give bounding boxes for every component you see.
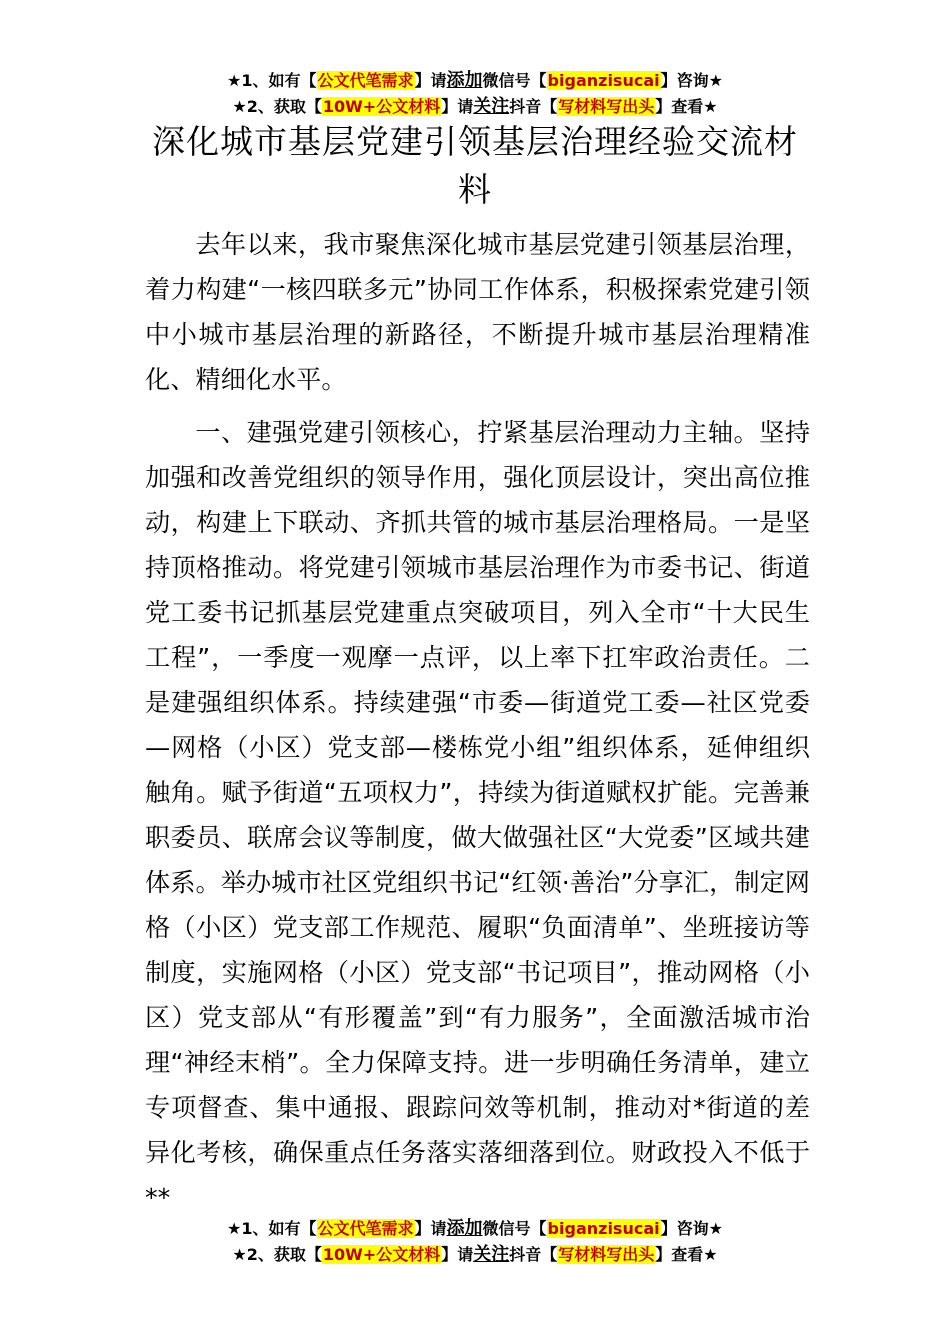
promo-line-1	[0, 68, 950, 94]
promo-text: 】查看★	[655, 1245, 718, 1264]
promo-text: 】请	[441, 1245, 474, 1264]
promo-text: 微信号【	[482, 71, 547, 90]
promo-highlight: 公文代笔需求	[317, 71, 414, 90]
promo-highlight: 公文代笔需求	[317, 1219, 414, 1238]
promo-highlight: biganzisucai	[547, 71, 660, 90]
promo-highlight: biganzisucai	[547, 1219, 660, 1238]
promo-highlight: 写材料写出头	[558, 1245, 655, 1264]
promo-text: 抖音【	[509, 97, 558, 116]
paragraph-intro: 去年以来，我市聚焦深化城市基层党建引领基层治理，着力构建“一核四联多元”协同工作体系，积极探索党建引领中小城市基层治理的新路径，不断提升城市基层治理精准化、精细化水平。	[145, 230, 810, 394]
promo-text: ★1、如有【	[227, 1219, 317, 1238]
promo-emphasis: 添加	[446, 1218, 483, 1239]
promo-header	[0, 68, 950, 120]
promo-line-1	[0, 1216, 950, 1242]
promo-line-2	[0, 94, 950, 120]
promo-text: 】请	[414, 71, 447, 90]
promo-emphasis: 关注	[473, 1244, 510, 1265]
promo-text: 】请	[441, 97, 474, 116]
promo-text: ★2、获取【	[232, 1245, 322, 1264]
paragraph-section-1: 一、建强党建引领核心，拧紧基层治理动力主轴。坚持加强和改善党组织的领导作用，强化顶层设计，突出高位推动，构建上下联动、齐抓共管的城市基层治理格局。一是坚持顶格推动。将党建引领城市基层治理作为市委书记、街道党工委书记抓基层党建重点突破项目，列入全市“十大民生工程”，一季度一观摩一点评，以上率下扛牢政治责任。二是建强组织体系。持续建强“市委—街道党工委—社区党委—网格（小区）党支部—楼栋党小组”组织体系，延伸组织触角。赋予街道“五项权力”，持续为街道赋权扩能。完善兼职委员、联席会议等制度，做大做强社区“大党委”区域共建体系。举办城市社区党组织书记“红领·善治”分享汇，制定网格（小区）党支部工作规范、履职“负面清单”、坐班接访等制度，实施网格（小区）党支部“书记项目”，推动网格（小区）党支部从“有形覆盖”到“有力服务”，全面激活城市治理“神经末梢”。全力保障支持。进一步明确任务清单，建立专项督查、集中通报、跟踪问效等机制，推动对*街道的差异化考核，确保重点任务落实落细落到位。财政投入不低于**	[145, 418, 810, 1212]
promo-text: 】请	[414, 1219, 447, 1238]
promo-highlight: 10W+公文材料	[322, 97, 441, 116]
promo-highlight: 写材料写出头	[558, 97, 655, 116]
promo-footer	[0, 1216, 950, 1268]
promo-text: 抖音【	[509, 1245, 558, 1264]
promo-text: 】咨询★	[660, 1219, 723, 1238]
promo-emphasis: 添加	[446, 70, 483, 91]
promo-text: 微信号【	[482, 1219, 547, 1238]
promo-text: 】咨询★	[660, 71, 723, 90]
promo-text: ★2、获取【	[232, 97, 322, 116]
promo-line-2	[0, 1242, 950, 1268]
promo-text: 】查看★	[655, 97, 718, 116]
promo-highlight: 10W+公文材料	[322, 1245, 441, 1264]
document-title: 深化城市基层党建引领基层治理经验交流材料	[152, 122, 798, 209]
document-body	[145, 222, 810, 1220]
promo-emphasis: 关注	[473, 96, 510, 117]
promo-text: ★1、如有【	[227, 71, 317, 90]
